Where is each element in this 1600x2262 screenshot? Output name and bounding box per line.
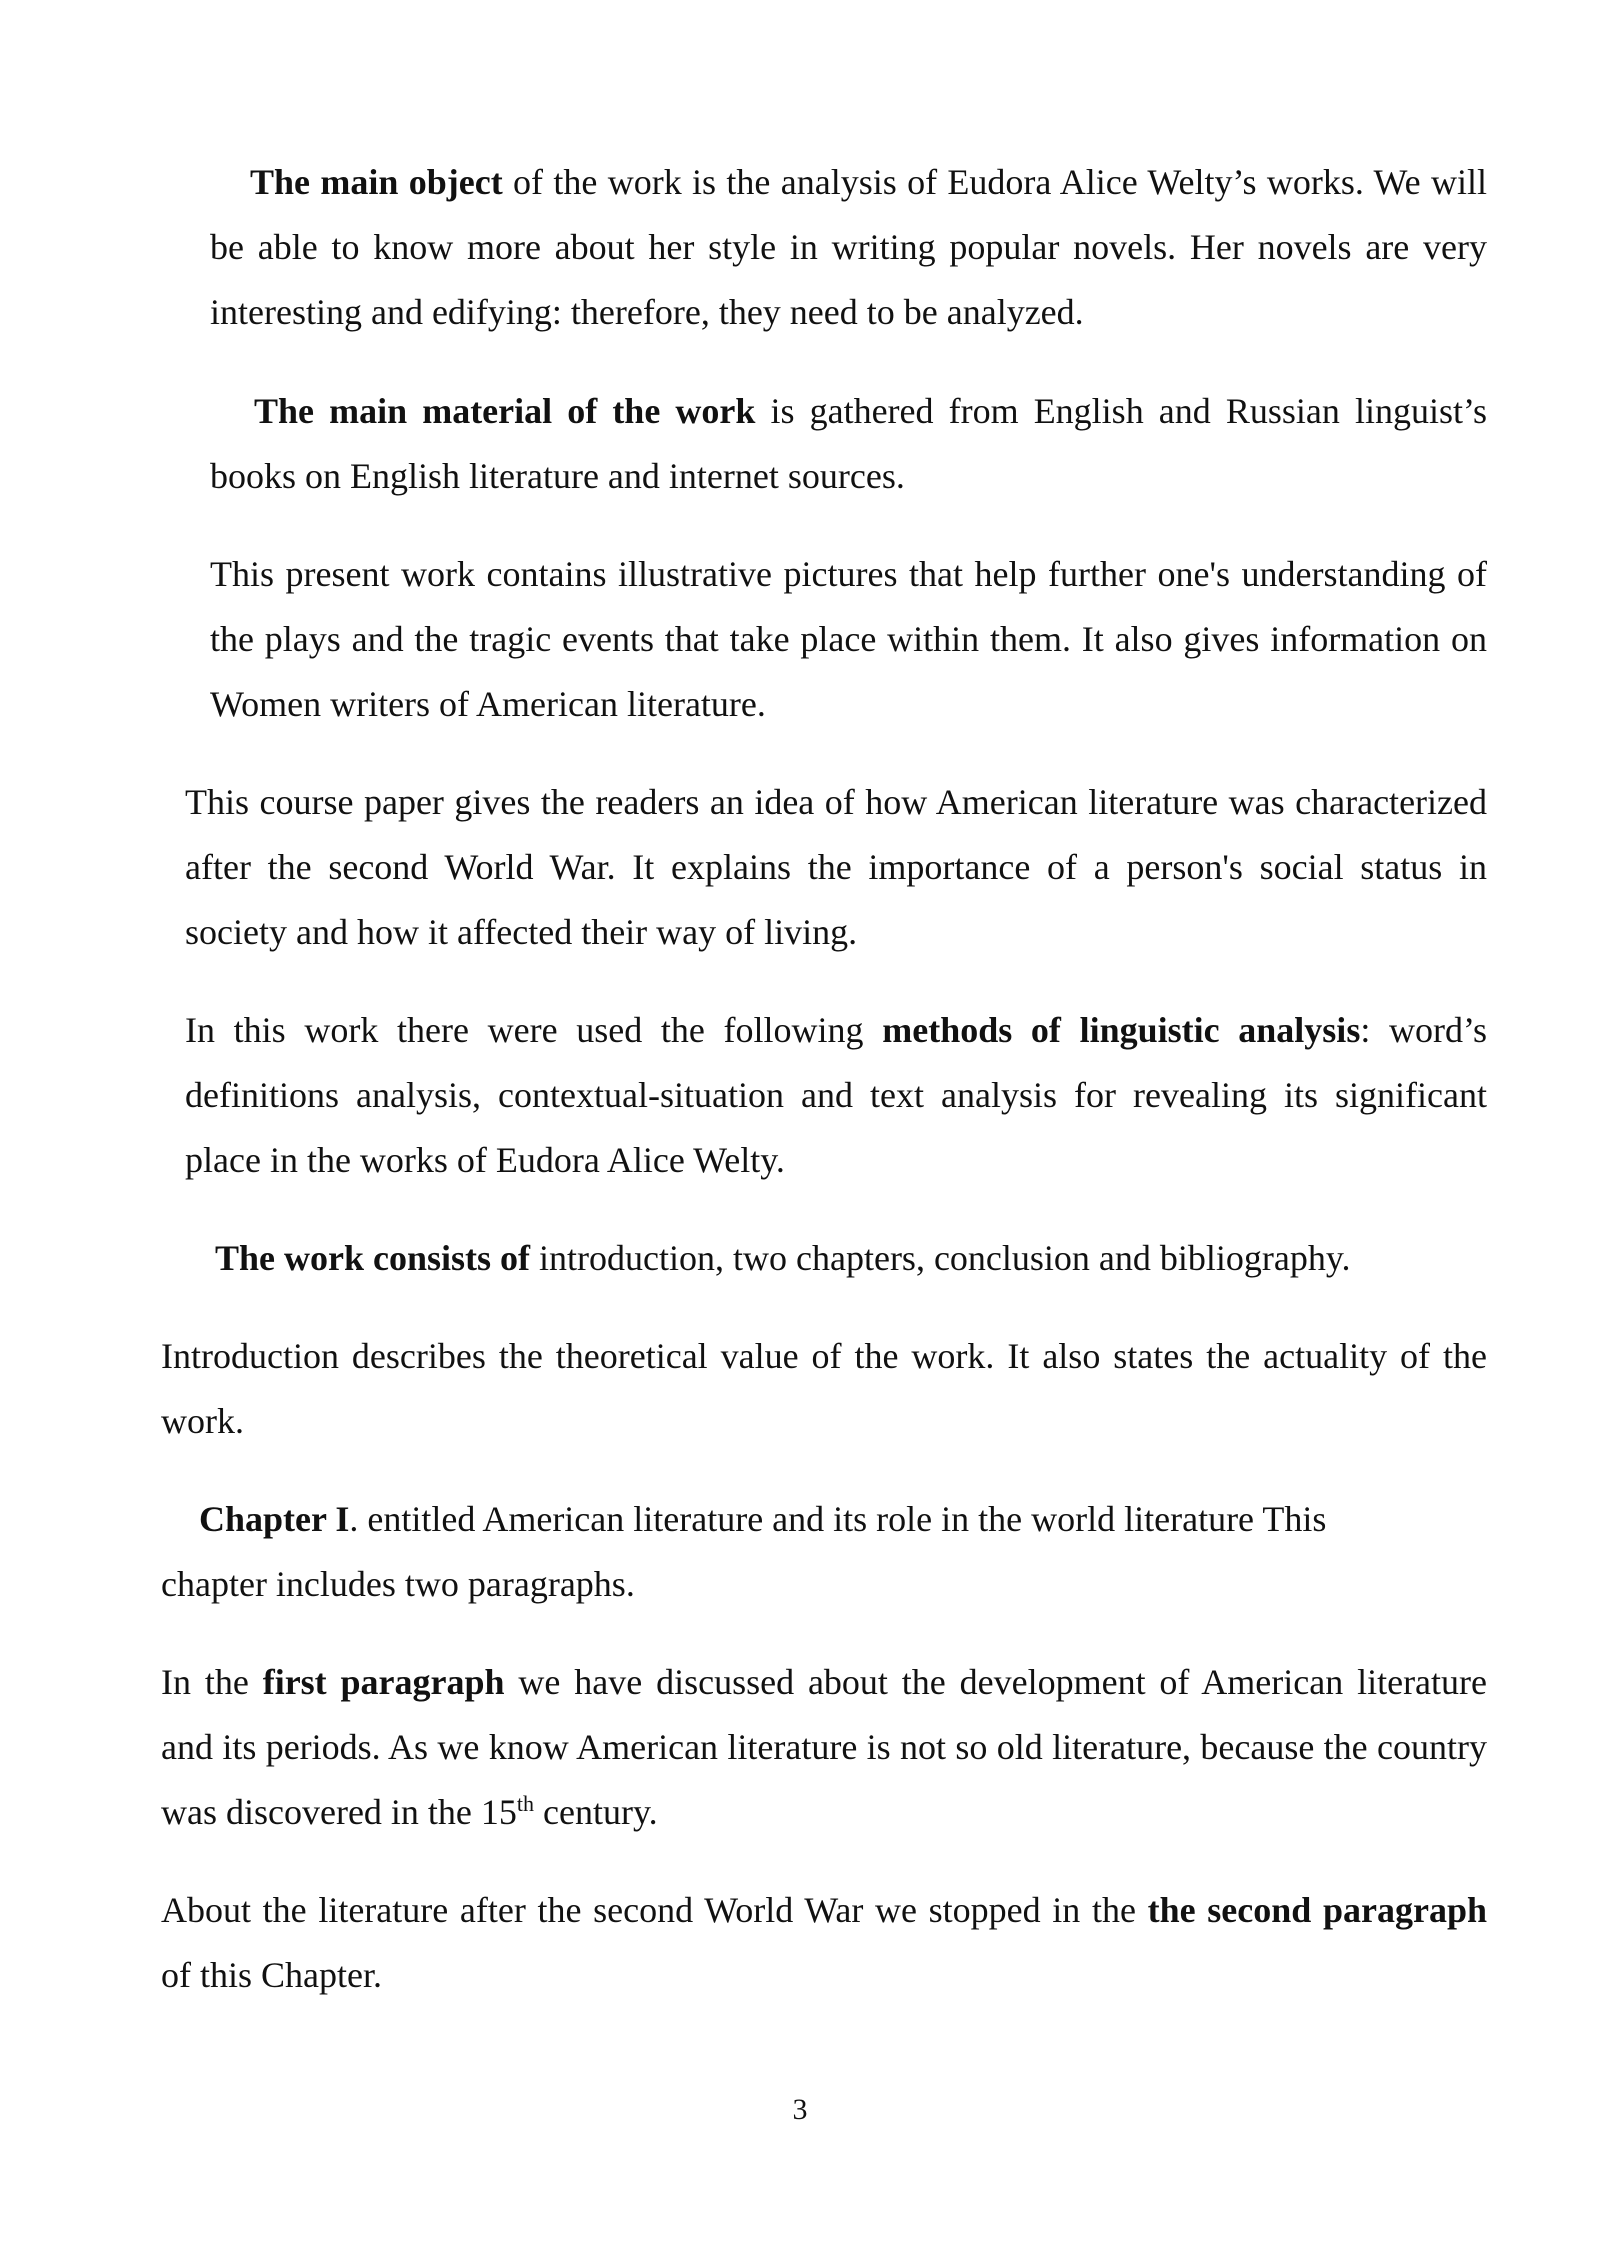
bold-heading-main-material: The main material of the work	[254, 391, 756, 431]
paragraph-text: In the	[161, 1662, 263, 1702]
paragraph-text: of this Chapter.	[161, 1955, 382, 1995]
paragraph-text: introduction, two chapters, conclusion and bibliography.	[530, 1238, 1351, 1278]
paragraph-first-paragraph	[161, 1650, 1487, 1845]
paragraph-illustrative-pictures	[210, 542, 1487, 737]
paragraph-text: we have discussed about the development of American literature and its periods. As we know American literature is not so old literature, because the country was discovered in the 15	[161, 1662, 1488, 1832]
paragraph-text: . entitled American literature and its role in the world literature This chapter includes two paragraphs.	[161, 1499, 1327, 1604]
bold-heading-second-paragraph: the second paragraph	[1147, 1890, 1487, 1930]
paragraph-text: Introduction describes the theoretical value of the work. It also states the actuality of the work.	[161, 1336, 1487, 1441]
bold-heading-main-object: The main object	[250, 162, 503, 202]
paragraph-text: of the work is the analysis of Eudora Alice Welty’s works. We will be able to know more about her style in writing popular novels. Her novels are very interesting and edifying: therefore, they need to be analyzed.	[210, 162, 1487, 332]
paragraph-work-consists	[185, 1226, 1487, 1291]
paragraph-text: In this work there were used the following	[185, 1010, 883, 1050]
paragraph-text: About the literature after the second World War we stopped in the	[161, 1890, 1148, 1930]
paragraph-course-paper	[185, 770, 1487, 965]
paragraph-second-paragraph	[161, 1878, 1487, 2008]
paragraph-text: century.	[534, 1792, 658, 1832]
superscript-th: th	[516, 1791, 535, 1816]
paragraph-chapter-one	[161, 1487, 1390, 1617]
paragraph-text: This course paper gives the readers an idea of how American literature was characterized after the second World War. It explains the importance of a person's social status in society and how it affected their way of living.	[185, 782, 1487, 952]
bold-heading-chapter-one: Chapter I	[199, 1499, 350, 1539]
bold-heading-work-consists: The work consists of	[215, 1238, 531, 1278]
paragraph-text: This present work contains illustrative pictures that help further one's understanding of the plays and the tragic events that take place within them. It also gives information on Women writers of American literature.	[210, 554, 1487, 724]
paragraph-introduction	[161, 1324, 1487, 1454]
bold-heading-first-paragraph: first paragraph	[262, 1662, 505, 1702]
paragraph-text: : word’s definitions analysis, contextual-situation and text analysis for revealing its significant place in the works of Eudora Alice Welty.	[185, 1010, 1488, 1180]
paragraph-main-material	[210, 379, 1487, 509]
paragraph-text: is gathered from English and Russian linguist’s books on English literature and internet sources.	[210, 391, 1487, 496]
page-number: 3	[792, 2093, 808, 2126]
paragraph-main-object	[210, 150, 1487, 345]
bold-heading-methods: methods of linguistic analysis	[882, 1010, 1361, 1050]
paragraph-methods	[185, 998, 1487, 1193]
